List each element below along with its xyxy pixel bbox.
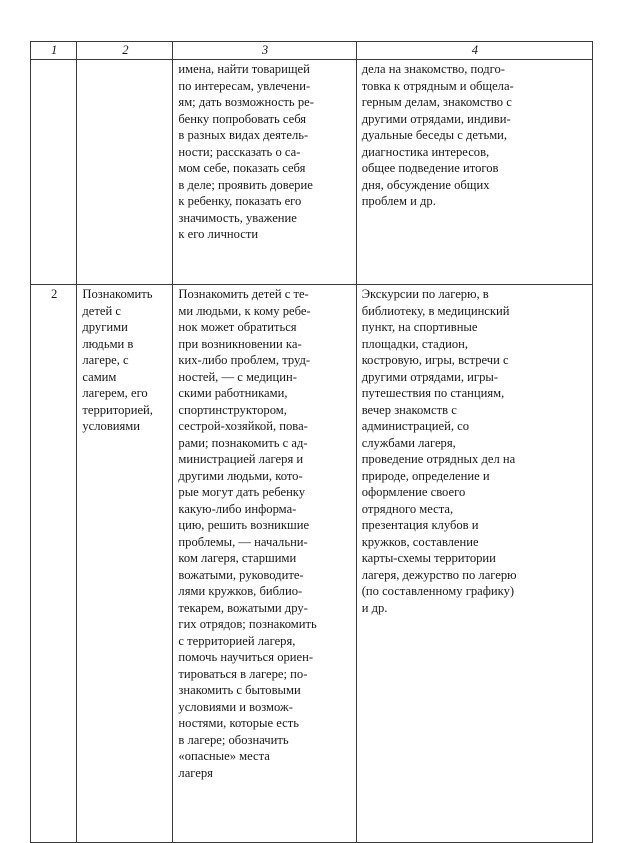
text-line: пункт, на спортивные <box>361 320 478 334</box>
text-line: ком лагеря, старшими <box>178 551 297 565</box>
text-line: лагере, с <box>82 353 129 367</box>
text-line: природе, определение и <box>361 468 490 483</box>
text-line: презентация клубов и <box>361 518 479 532</box>
text-line: путешествия по станциям, <box>361 386 505 400</box>
forms-cell <box>356 285 592 843</box>
goal-cell <box>77 60 173 285</box>
text-line: детей с <box>82 303 121 318</box>
forms-cell <box>356 60 592 285</box>
text-line: территорией, <box>82 402 153 417</box>
text-line: ми людьми, к кому ребе- <box>178 303 311 318</box>
column-header-4: 4 <box>356 42 592 60</box>
text-line: площадки, стадион, <box>361 336 469 351</box>
goal-cell <box>77 285 173 843</box>
text-line: (по составленному графику) <box>361 584 515 598</box>
text-line: гих отрядов; познакомить <box>178 617 317 631</box>
column-header-1: 1 <box>31 42 77 60</box>
text-line: по интересам, увлечени- <box>178 78 311 93</box>
text-line: министрацией лагеря и <box>178 452 304 466</box>
text-line: нок может обратиться <box>178 320 297 334</box>
text-line: вожатыми, руководите- <box>178 567 304 582</box>
text-line: с территорией лагеря, <box>178 633 296 648</box>
text-line: товка к отрядным и общела- <box>361 78 514 93</box>
text-line: общее подведение итогов <box>361 161 499 175</box>
text-line: рые могут дать ребенку <box>178 485 306 499</box>
text-line: какую-либо информа- <box>178 501 297 516</box>
row-number <box>31 60 77 285</box>
content-cell <box>173 285 356 843</box>
text-line: проблем и др. <box>361 194 436 208</box>
text-line: дня, обсуждение общих <box>361 177 490 192</box>
text-line: спортинструктором, <box>178 402 287 417</box>
text-line: костровую, игры, встречи с <box>361 353 509 367</box>
text-line: проблемы, — начальни- <box>178 534 308 549</box>
text-line: ностей, — с медицин- <box>178 369 297 384</box>
text-line: в разных видах деятель- <box>178 128 309 142</box>
header-row <box>31 42 593 60</box>
text-line: диагностика интересов, <box>361 144 490 159</box>
column-header-2: 2 <box>77 42 173 60</box>
text-line: ности; рассказать о са- <box>178 144 301 159</box>
text-line: другими отрядами, игры- <box>361 369 499 384</box>
text-line: кружков, составление <box>361 534 479 549</box>
text-line: цию, решить возникшие <box>178 518 310 532</box>
text-line: мом себе, показать себя <box>178 161 306 175</box>
text-line: самим <box>82 369 117 384</box>
text-line: службами лагеря, <box>361 435 456 450</box>
text-line: имена, найти товарищей <box>178 62 310 76</box>
text-line: другими <box>82 320 128 334</box>
text-line: помочь научиться ориен- <box>178 650 314 664</box>
text-line: условиями и возмож- <box>178 699 293 714</box>
text-line: сестрой-хозяйкой, пова- <box>178 419 308 433</box>
text-line: к его личности <box>178 227 259 241</box>
text-line: лагерем, его <box>82 386 148 400</box>
text-line: проведение отрядных дел на <box>361 452 516 466</box>
text-line: к ребенку, показать его <box>178 194 302 208</box>
text-line: в деле; проявить доверие <box>178 177 313 192</box>
text-line: при возникновении ка- <box>178 336 302 351</box>
text-line: лагеря <box>178 765 213 780</box>
text-line: дела на знакомство, подго- <box>361 62 505 76</box>
table-row <box>31 285 593 843</box>
text-line: скими работниками, <box>178 386 288 400</box>
content-cell <box>173 60 356 285</box>
text-line: другими людьми, кото- <box>178 468 303 483</box>
text-line: лями кружков, библио- <box>178 584 303 598</box>
text-line: людьми в <box>82 336 134 351</box>
content-table <box>30 41 593 843</box>
text-line: дуальные беседы с детьми, <box>361 128 508 142</box>
table-row <box>31 60 593 285</box>
text-line: текарем, вожатыми дру- <box>178 600 308 615</box>
text-line: Экскурсии по лагерю, в <box>361 287 489 301</box>
column-header-3: 3 <box>173 42 356 60</box>
text-line: ких-либо проблем, труд- <box>178 353 311 367</box>
text-line: условиями <box>82 419 141 433</box>
text-line: в лагере; обозначить <box>178 732 289 747</box>
text-line: карты-схемы территории <box>361 551 496 565</box>
text-line: вечер знакомств с <box>361 402 457 417</box>
text-line: рами; познакомить с ад- <box>178 435 308 450</box>
text-line: Познакомить детей с те- <box>178 287 309 301</box>
text-line: Познакомить <box>82 287 153 301</box>
text-line: тироваться в лагере; по- <box>178 666 308 681</box>
text-line: другими отрядами, индиви- <box>361 111 511 126</box>
row-number: 2 <box>31 285 77 843</box>
text-line: знакомить с бытовыми <box>178 683 301 697</box>
text-line: бенку попробовать себя <box>178 111 307 126</box>
text-line: ностями, которые есть <box>178 716 299 730</box>
text-line: оформление своего <box>361 485 466 499</box>
text-line: администрацией, со <box>361 419 469 433</box>
text-line: лагеря, дежурство по лагерю <box>361 567 517 582</box>
text-line: герным делам, знакомство с <box>361 95 512 109</box>
text-line: «опасные» места <box>178 749 270 763</box>
text-line: и др. <box>361 600 388 615</box>
text-line: значимость, уважение <box>178 210 297 225</box>
text-line: ям; дать возможность ре- <box>178 95 314 109</box>
text-line: отрядного места, <box>361 501 454 516</box>
text-line: библиотеку, в медицинский <box>361 303 510 318</box>
